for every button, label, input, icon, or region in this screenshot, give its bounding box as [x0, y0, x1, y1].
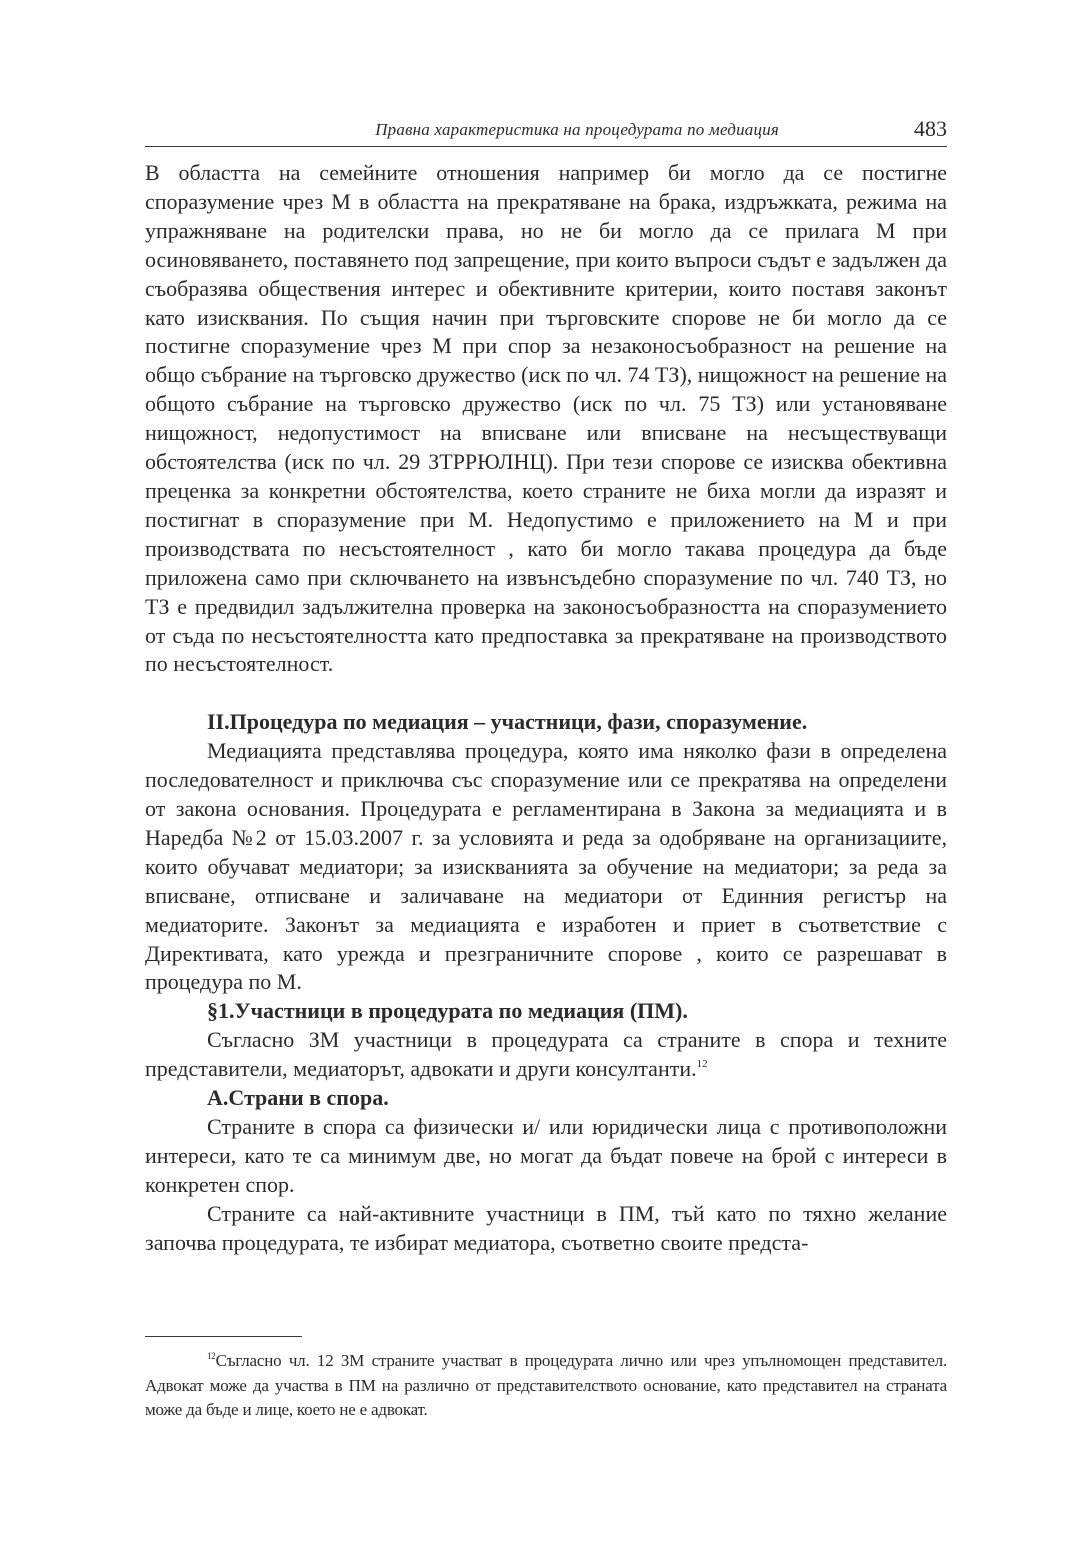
footnote-text: Съгласно чл. 12 ЗМ страните участват в процедурата лично или чрез упълномощен представител. Адвокат може да участва в ПМ на различно от представителството основание, като представител на страната може да бъде и лице, което не е адвокат. [145, 1351, 947, 1419]
book-page [145, 112, 947, 1258]
page-number: 483 [914, 116, 947, 141]
subsection-heading-parties: А.Страни в спора. [207, 1085, 389, 1111]
footnote-reference[interactable]: 12 [696, 1058, 708, 1071]
section-heading: II.Процедура по медиация – участници, фази, споразумение. [207, 709, 808, 735]
subsection-heading-participants: §1.Участници в процедурата по медиация (ПМ). [207, 998, 688, 1024]
running-title: Правна характеристика на процедурата по медиация [375, 120, 779, 139]
paragraph-parties: Страните в спора са физически и/ или юридически лица с противоположни интереси, като те са минимум две, но могат да бъдат повече на брой с интереси в конкретен спор. [145, 1114, 947, 1197]
footnote-12 [145, 1349, 947, 1423]
footnote-number: 12 [207, 1350, 216, 1361]
running-header [145, 112, 947, 147]
main-text [145, 159, 947, 1258]
paragraph-active-parties: Страните са най-активните участници в ПМ, тъй като по тяхно желание започва процедурата, те избират медиатора, съответно своите предста- [145, 1200, 947, 1255]
paragraph-procedure: Медиацията представлява процедура, която има няколко фази в определена последователност и приключва със споразумение или се прекратява на определени от закона основания. Процедурата е регламентирана в Закона за медиацията и в Наредба №2 от 15.03.2007 г. за условията и реда за одобряване на организациите, които обучават медиатори; за изискванията за обучение на медиатори; за реда за вписване, отписване и заличаване на медиатори от Единния регистър на медиаторите. Законът за медиацията е изработен и приет в съответствие с Директивата, като урежда и презграничните спорове , които се разрешават в процедура по М. [145, 738, 947, 995]
footnote-separator [145, 1336, 302, 1337]
paragraph-participants [145, 1026, 947, 1084]
paragraph-participants-text: Съгласно ЗМ участници в процедурата са страните в спора и техните представители, медиаторът, адвокати и други консултанти. [145, 1027, 947, 1082]
paragraph-family-disputes: В областта на семейните отношения например би могло да се постигне споразумение чрез М в областта на прекратяване на брака, издръжката, режима на упражняване на родителски права, но не би могло да се прилага М при осиновяването, поставянето под запрещение, при които въпроси съдът е задължен да съобразява обществения интерес и обективните критерии, които поставя законът като изисквания. По същия начин при търговските спорове не би могло да се постигне споразумение чрез М при спор за незаконосъобразност на решение на общо събрание на търговско дружество (иск по чл. 74 ТЗ), нищожност на решение на общото събрание на търговско дружество (иск по чл. 75 ТЗ) или установяване нищожност, недопустимост на вписване или вписване на несъществуващи обстоятелства (иск по чл. 29 ЗТРРЮЛНЦ). При тези спорове се изисква обективна преценка за конкретни обстоятелства, което страните не биха могли да изразят и постигнат в споразумение при М. Недопустимо е приложението на М и при производствата по несъстоятелност , като би могло такава процедура да бъде приложена само при сключването на извънсъдебно споразумение по чл. 740 ТЗ, но ТЗ е предвидил задължителна проверка на законосъобразността на споразумението от съда по несъстоятелността като предпоставка за прекратяване на производството по несъстоятелност. [145, 160, 947, 677]
footnotes-area [145, 1336, 947, 1423]
